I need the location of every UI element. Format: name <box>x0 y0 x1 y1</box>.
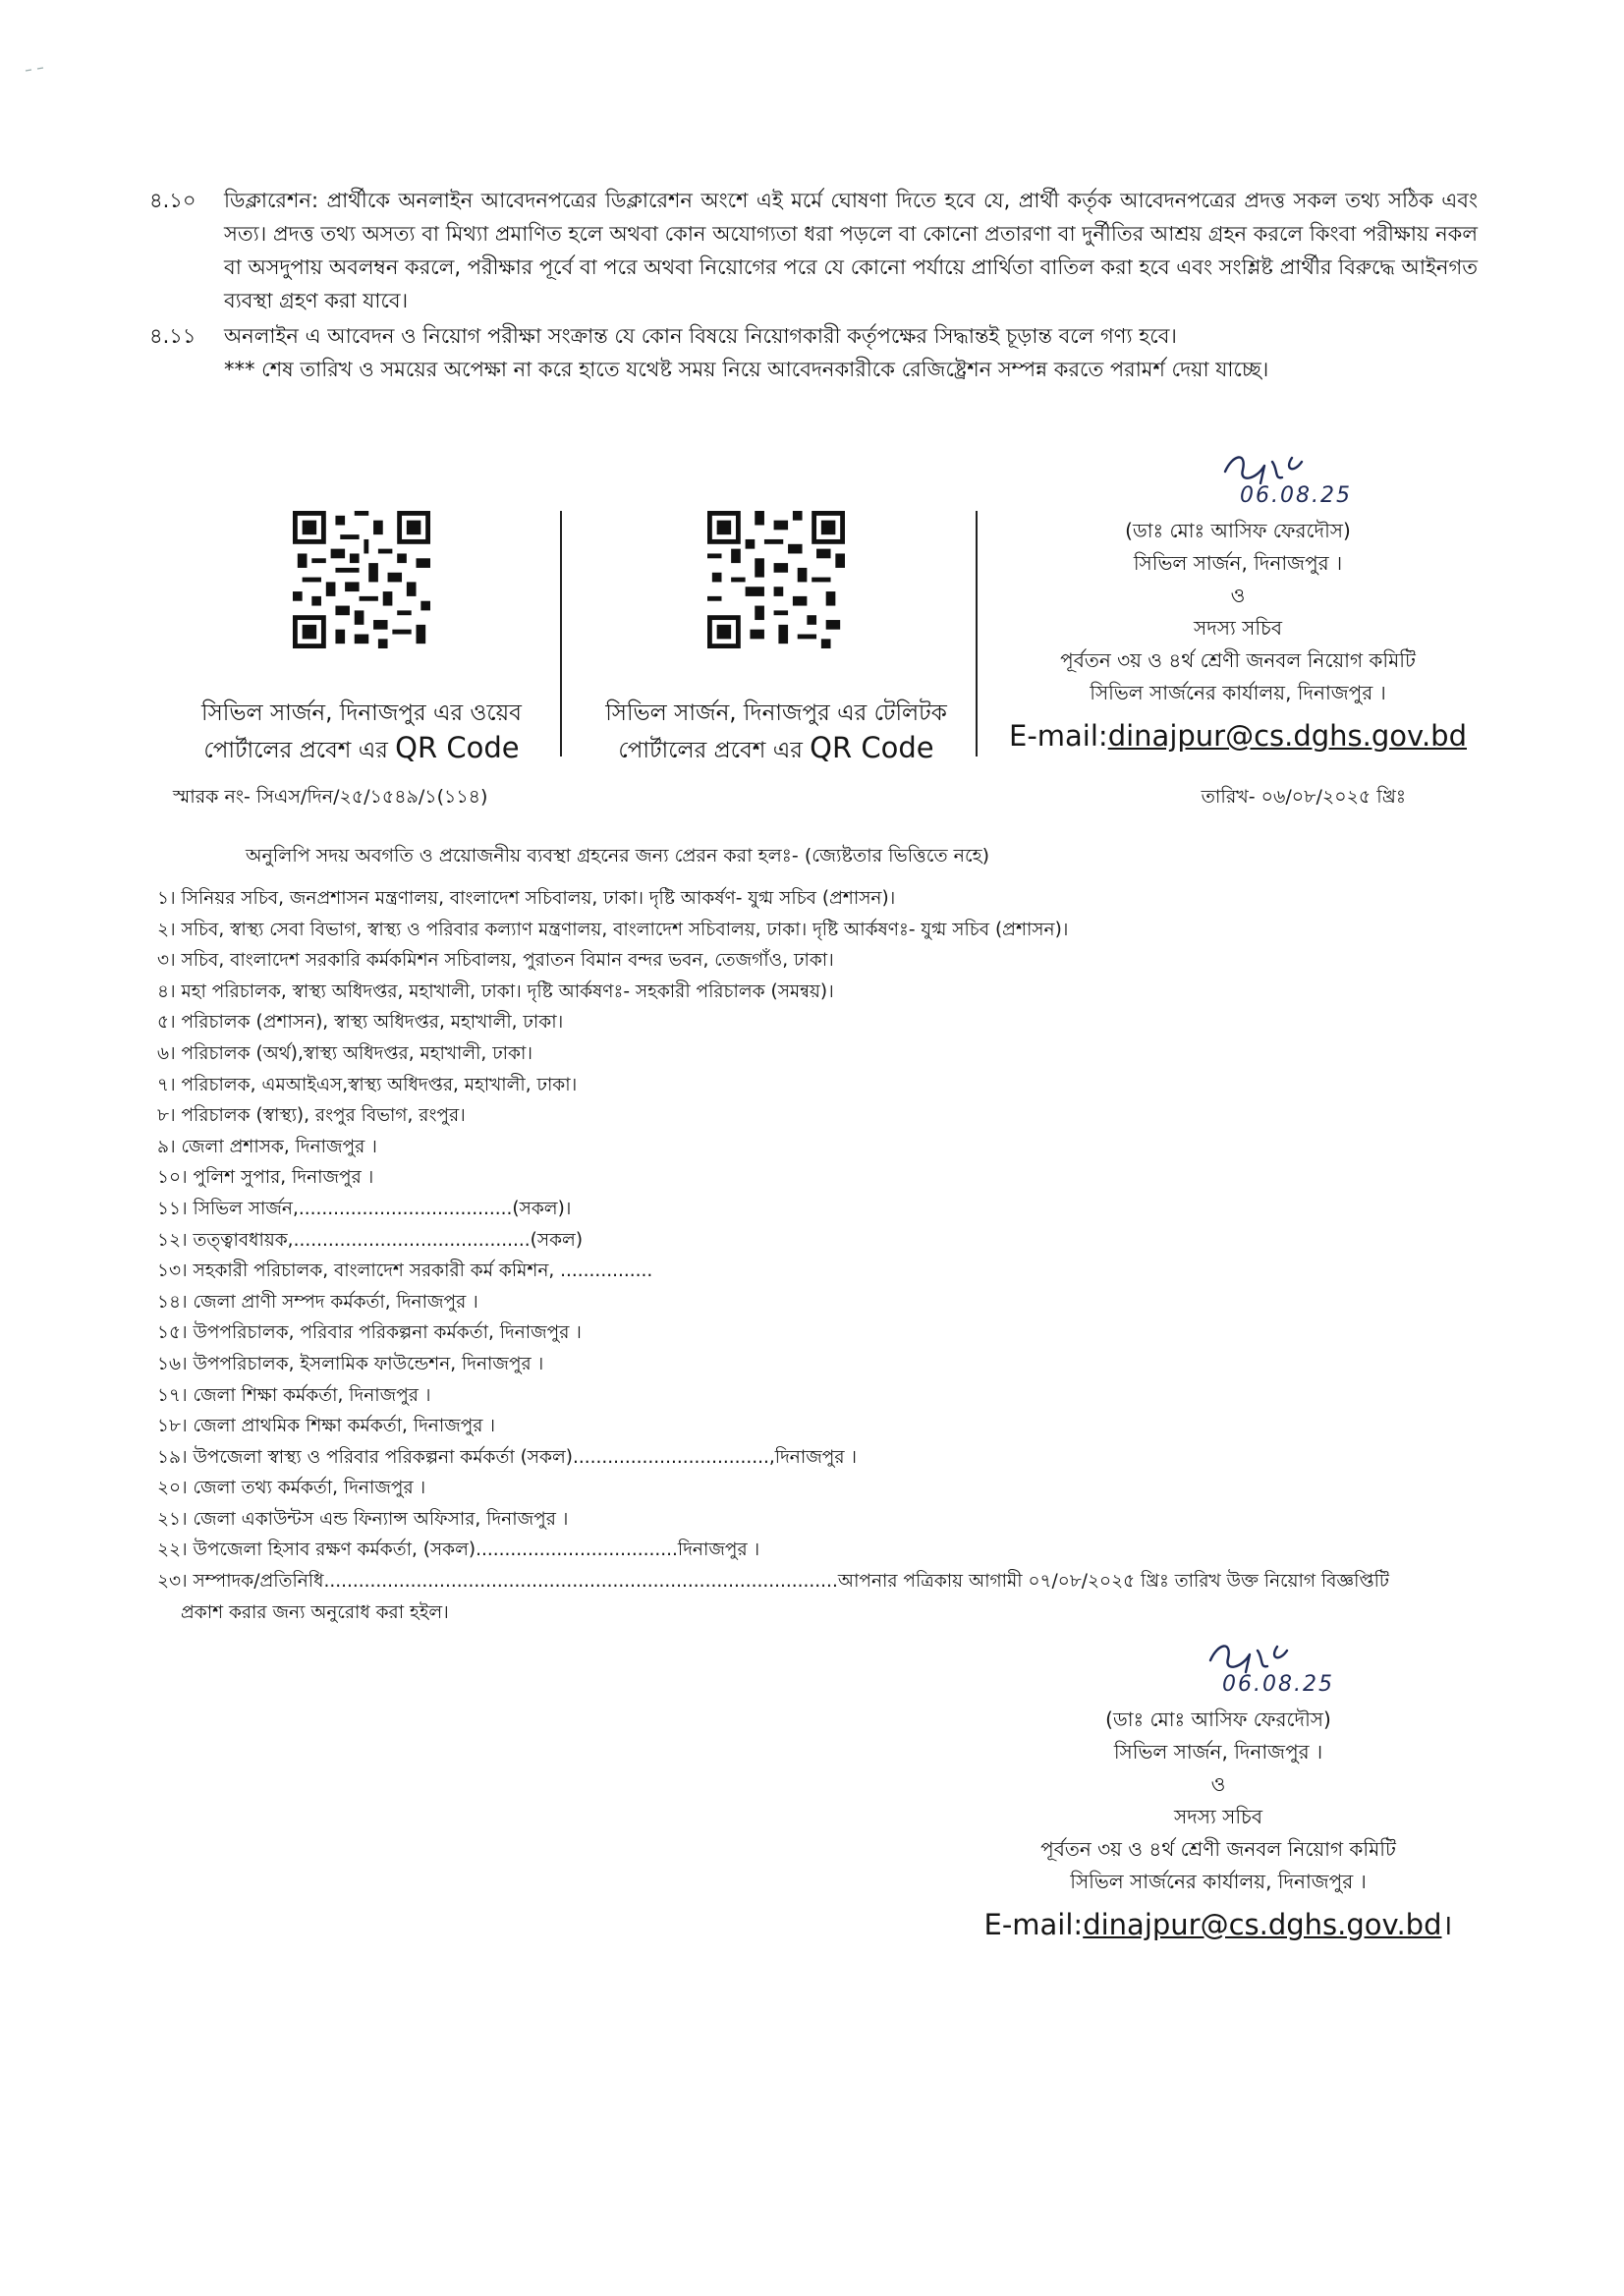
signatory-committee: পূর্বতন ৩য় ও ৪র্থ শ্রেণী জনবল নিয়োগ কমিটি <box>1060 648 1416 672</box>
signatory-role: সদস্য সচিব <box>1194 616 1282 640</box>
scan-speck <box>24 61 63 77</box>
list-item: ১০। পুলিশ সুপার, দিনাজপুর । <box>157 1167 374 1189</box>
clause-4-10 <box>149 184 1478 317</box>
signatory-role: সদস্য সচিব <box>1174 1805 1262 1828</box>
signature-block-top <box>982 515 1493 756</box>
signature-date: 06.08.25 <box>1222 1672 1334 1697</box>
divider-line <box>560 511 562 756</box>
qr-caption-line2: পোর্টালের প্রবেশ এর QR Code <box>618 731 934 764</box>
distribution-list <box>157 883 1523 1628</box>
list-item: ১৬। উপপরিচালক, ইসলামিক ফাউন্ডেশন, দিনাজপুর । <box>157 1353 544 1374</box>
list-item: ১৮। জেলা প্রাথমিক শিক্ষা কর্মকর্তা, দিনাজপুর । <box>157 1416 495 1437</box>
signatory-name: (ডাঃ মোঃ আসিফ ফেরদৌস) <box>1105 1708 1331 1731</box>
list-item: ১৫। উপপরিচালক, পরিবার পরিকল্পনা কর্মকর্তা, দিনাজপুর । <box>157 1322 582 1344</box>
qr-caption-line1: সিভিল সার্জন, দিনাজপুর এর ওয়েব <box>201 700 522 726</box>
signature-block-bottom <box>973 1704 1464 1945</box>
signatory-designation: সিভিল সার্জন, দিনাজপুর । <box>1113 1740 1323 1764</box>
qr-code-icon <box>707 511 845 648</box>
signatory-email: E-mail:dinajpur@cs.dghs.gov.bd <box>1009 719 1467 753</box>
list-item: ৯। জেলা প্রশাসক, দিনাজপুর । <box>157 1136 377 1157</box>
signatory-office: সিভিল সার্জনের কার্যালয়, দিনাজপুর । <box>1070 1870 1367 1893</box>
signatory-name: (ডাঃ মোঃ আসিফ ফেরদৌস) <box>1125 519 1351 542</box>
qr-web-portal <box>185 511 538 768</box>
email-link[interactable]: dinajpur@cs.dghs.gov.bd <box>1083 1908 1442 1941</box>
distribution-intro: অনুলিপি সদয় অবগতি ও প্রয়োজনীয় ব্যবস্থা গ্রহনের জন্য প্রেরন করা হলঃ- (জ্যেষ্টতার ভিত্তিতে নহে) <box>246 845 990 867</box>
memo-date: তারিখ- ০৬/০৮/২০২৫ খ্রিঃ <box>1201 786 1406 808</box>
clause-4-11 <box>149 319 1478 353</box>
list-item: ১৪। জেলা প্রাণী সম্পদ কর্মকর্তা, দিনাজপুর । <box>157 1291 478 1313</box>
qr-caption-line1: সিভিল সার্জন, দিনাজপুর এর টেলিটক <box>605 700 947 726</box>
qr-teletalk-portal <box>589 511 963 768</box>
list-item: ৪। মহা পরিচালক, স্বাস্থ্য অধিদপ্তর, মহাখালী, ঢাকা। দৃষ্টি আর্কষণঃ- সহকারী পরিচালক (সমন্বয়)। <box>157 980 834 1002</box>
list-item: ১। সিনিয়র সচিব, জনপ্রশাসন মন্ত্রণালয়, বাংলাদেশ সচিবালয়, ঢাকা। দৃষ্টি আকর্ষণ- যুগ্ম সচিব (প্রশাসন)। <box>157 888 896 909</box>
clause-text: ডিক্লারেশন: প্রার্থীকে অনলাইন আবেদনপত্রের ডিক্লারেশন অংশে এই মর্মে ঘোষণা দিতে হবে যে, প্রার্থী কর্তৃক আবেদনপত্রের প্রদত্ত সকল তথ্য সঠিক এবং সত্য। প্রদত্ত তথ্য অসত্য বা মিথ্যা প্রমাণিত হলে অথবা কোন অযোগ্যতা ধরা পড়লে বা কোনো প্রতারণা বা দুর্নীতির আশ্রয় গ্রহন করলে কিংবা পরীক্ষায় নকল বা অসদুপায় অবলম্বন করলে, পরীক্ষার পূর্বে বা পরে অথবা নিয়োগের পরে যে কোনো পর্যায়ে প্রার্থিতা বাতিল করা হবে এবং সংশ্লিষ্ট প্রার্থীর বিরুদ্ধে আইনগত ব্যবস্থা গ্রহণ করা যাবে। <box>224 189 1478 312</box>
list-item: ১৭। জেলা শিক্ষা কর্মকর্তা, দিনাজপুর । <box>157 1384 431 1406</box>
signatory-designation: সিভিল সার্জন, দিনাজপুর । <box>1133 551 1343 575</box>
list-item: ১২। তত্ত্বাবধায়ক,.........................................(সকল) <box>157 1229 584 1251</box>
qr-caption-line2: পোর্টালের প্রবেশ এর QR Code <box>203 731 520 764</box>
clause-text: অনলাইন এ আবেদন ও নিয়োগ পরীক্ষা সংক্রান্ত যে কোন বিষয়ে নিয়োগকারী কর্তৃপক্ষের সিদ্ধান্তই চূড়ান্ত বলে গণ্য হবে। <box>224 324 1177 348</box>
list-item: ১৩। সহকারী পরিচালক, বাংলাদেশ সরকারী কর্ম কমিশন, ................ <box>157 1260 653 1282</box>
signatory-and: ও <box>1210 1772 1226 1796</box>
signatory-and: ও <box>1230 584 1246 607</box>
signatory-email: E-mail:dinajpur@cs.dghs.gov.bd। <box>983 1908 1453 1941</box>
list-item: ২। সচিব, স্বাস্থ্য সেবা বিভাগ, স্বাস্থ্য ও পরিবার কল্যাণ মন্ত্রণালয়, বাংলাদেশ সচিবালয়, ঢাকা। দৃষ্টি আর্কষণঃ- যুগ্ম সচিব (প্রশাসন)। <box>157 919 1069 940</box>
signatory-committee: পূর্বতন ৩য় ও ৪র্থ শ্রেণী জনবল নিয়োগ কমিটি <box>1040 1837 1396 1861</box>
email-link[interactable]: dinajpur@cs.dghs.gov.bd <box>1107 719 1467 753</box>
list-item: ১১। সিভিল সার্জন,.....................................(সকল)। <box>157 1198 572 1219</box>
list-item-continuation: প্রকাশ করার জন্য অনুরোধ করা হইল। <box>181 1601 449 1623</box>
list-item: ৮। পরিচালক (স্বাস্থ্য), রংপুর বিভাগ, রংপুর। <box>157 1105 466 1127</box>
list-item: ২২। উপজেলা হিসাব রক্ষণ কর্মকর্তা, (সকল)...................................দিনাজপুর । <box>157 1540 760 1561</box>
signature-date: 06.08.25 <box>1240 483 1352 508</box>
list-item: ৫। পরিচালক (প্রশাসন), স্বাস্থ্য অধিদপ্তর, মহাখালী, ঢাকা। <box>157 1012 564 1034</box>
list-item: ২১। জেলা একাউন্টস এন্ড ফিন্যান্স অফিসার, দিনাজপুর । <box>157 1508 569 1530</box>
advisory-note: *** শেষ তারিখ ও সময়ের অপেক্ষা না করে হাতে যথেষ্ট সময় নিয়ে আবেদনকারীকে রেজিষ্ট্রেশন সম্পন্ন করতে পরামর্শ দেয়া যাচ্ছে। <box>224 358 1269 381</box>
clause-number: ৪.১১ <box>149 324 196 348</box>
list-item: ১৯। উপজেলা স্বাস্থ্য ও পরিবার পরিকল্পনা কর্মকর্তা (সকল)..................................,দিনাজপুর । <box>157 1446 857 1468</box>
list-item: ৭। পরিচালক, এমআইএস,স্বাস্থ্য অধিদপ্তর, মহাখালী, ঢাকা। <box>157 1074 578 1095</box>
memo-number: স্মারক নং- সিএস/দিন/২৫/১৫৪৯/১(১১৪) <box>173 786 488 808</box>
divider-line <box>976 511 978 756</box>
list-item: ২৩। সম্পাদক/প্রতিনিধি.........................................................................................আপনার পত্রিকায় আগামী ০৭/০৮/২০২৫ খ্রিঃ তারিখ উক্ত নিয়োগ বিজ্ঞপ্তিটি <box>157 1571 1389 1593</box>
list-item: ২০। জেলা তথ্য কর্মকর্তা, দিনাজপুর । <box>157 1478 426 1499</box>
signatory-office: সিভিল সার্জনের কার্যালয়, দিনাজপুর । <box>1090 681 1386 704</box>
list-item: ৩। সচিব, বাংলাদেশ সরকারি কর্মকমিশন সচিবালয়, পুরাতন বিমান বন্দর ভবন, তেজগাঁও, ঢাকা। <box>157 950 834 972</box>
qr-code-icon <box>293 511 430 648</box>
clause-number: ৪.১০ <box>149 189 196 212</box>
list-item: ৬। পরিচালক (অর্থ),স্বাস্থ্য অধিদপ্তর, মহাখালী, ঢাকা। <box>157 1042 532 1064</box>
